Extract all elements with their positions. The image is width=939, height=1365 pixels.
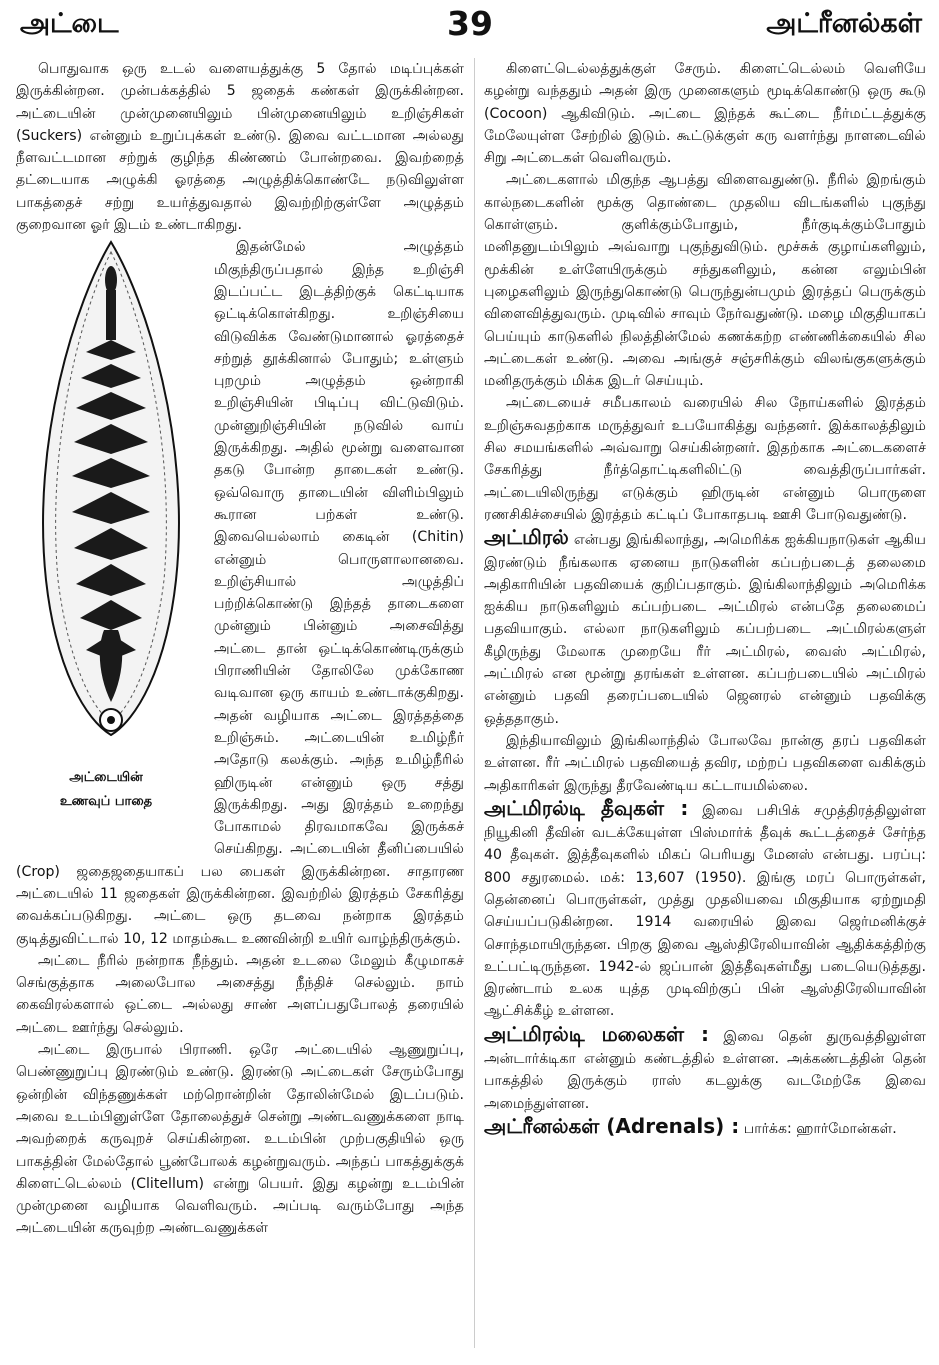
entry-title-admiral: அட்மிரல் [484,525,569,550]
right-column [484,58,926,1140]
entry-admiralty-mountains [484,1023,926,1115]
page-header [14,4,926,50]
entry-title-adrenals: அட்ரீனல்கள் (Adrenals) : [484,1113,740,1138]
left-para-2: இதன்மேல் அழுத்தம் மிகுந்திருப்பதால் இந்த உறிஞ்சி இடப்பட்ட இடத்திற்குக் கெட்டியாக ஒட்டிக்கொள்கிறது. உறிஞ்சியை விடுவிக்க வேண்டுமானால் ஓரத்தைச் சற்றுத் தூக்கினால் போதும்; உள்ளும் புறமும் அழுத்தம் ஒன்றாகி உறிஞ்சியின் பிடிப்பு விட்டுவிடும். முன்னுறிஞ்சியின் நடுவில் வாய் இருக்கிறது. அதில் மூன்று வளைவான தகடு போன்ற தாடைகள் உண்டு. ஒவ்வொரு தாடையின் விளிம்பிலும் கூரான பற்கள் உண்டு. இவையெல்லாம் கைடின் (Chitin) என்னும் பொருளாலானவை. உறிஞ்சியால் அழுத்திப் பற்றிக்கொண்டு இந்தத் தாடைகளை முன்னும் பின்னும் அசைவித்து அட்டை தான் ஒட்டிக்கொண்டிருக்கும் பிராணியின் தோலிலே முக்கோண வடிவான ஒரு காயம் உண்டாக்குகிறது. அதன் வழியாக அட்டை இரத்தத்தை உறிஞ்சும். அட்டையின் உமிழ்நீர் அதோடு கலக்கும். அந்த உமிழ்நீரில் ஹிருடின் என்னும் ஒரு சத்து இருக்கிறது. அது இரத்தம் உறைந்து போகாமல் திரவமாகவே இருக்கச் செய்கிறது. அட்டையின் தீனிப்பையில் (Crop) ஜதைஜதையாகப் பல பைகள் இருக்கின்றன. சாதாரண அட்டையில் 11 ஜதைகள் இருக்கின்றன. இவற்றில் இரத்தம் சேகரித்து வைக்கப்படுகிறது. அட்டை ஒரு தடவை நன்றாக இரத்தம் குடித்துவிட்டால் 10, 12 மாதம்கூட உணவின்றி உயிர் வாழ்ந்திருக்கும். [16,239,464,947]
leech-illustration [26,240,196,760]
entry-admiralty-mountains-text: இவை தென் துருவத்திலுள்ள அன்டார்க்டிகா என்னும் கண்டத்தில் உள்ளன. அக்கண்டத்தின் தென் பாகத்தில் இருக்கும் ராஸ் கடலுக்கு வடமேற்கே இவை அமைந்துள்ளன. [484,1028,926,1112]
entry-title-admiralty-mountains: அட்மிரல்டி மலைகள் : [484,1021,709,1046]
right-para-3: அட்டையைச் சமீபகாலம் வரையில் சில நோய்களில் இரத்தம் உறிஞ்சுவதற்காக மருத்துவர் உபயோகித்து வந்தனர். இக்காலத்திலும் சில சமயங்களில் அவ்வாறு செய்கின்றனர். இதற்காக அட்டைகளைச் சேகரித்து நீர்த்தொட்டிகளிலிட்டு வைத்திருப்பார்கள். அட்டையிலிருந்து எடுக்கும் ஹிருடின் என்னும் பொருளை ரணசிகிச்சையில் இரத்தம் கட்டிப் போகாதபடி ஊசி போடுவதுண்டு. [484,395,926,523]
left-para-3: அட்டை நீரில் நன்றாக நீந்தும். அதன் உடலை மேலும் கீழுமாகச் செங்குத்தாக அலைபோல அசைத்து நீந்திச் செல்லும். நாம் கைவிரல்களால் ஒட்டை அல்லது சாண் அளப்பதுபோலத் தரையில் அட்டை ஊர்ந்து செல்லும். [16,952,464,1036]
left-para-1: பொதுவாக ஒரு உடல் வளையத்துக்கு 5 தோல் மடிப்புக்கள் இருக்கின்றன. முன்பக்கத்தில் 5 ஜதைக் கண்கள் இருக்கின்றன. அட்டையின் முன்முனையிலும் பின்முனையிலும் உறிஞ்சிகள் (Suckers) என்னும் உறுப்புக்கள் உண்டு. இவை வட்டமான அல்லது நீளவட்டமான சற்றுக் குழிந்த கிண்ணம் போன்றவை. இவற்றைத் தட்டையாக அழுக்கி ஓரத்தை அழுத்திக்கொண்டே நடுவிலுள்ள பாகத்தைச் சற்று உயர்த்துவதால் இவற்றிற்குள்ளே அழுத்தம் குறைவான ஓர் இடம் உண்டாகிறது. [16,61,464,234]
right-para-1: கிளைட்டெல்லத்துக்குள் சேரும். கிளைட்டெல்லம் வெளியே கழன்று வந்ததும் அதன் இரு முனைகளும் மூடிக்கொண்டு ஒரு கூடு (Cocoon) ஆகிவிடும். அட்டை இந்தக் கூட்டை நீர்மட்டத்துக்கு மேலேயுள்ள சேற்றில் இடும். கூட்டுக்குள் கரு வளர்ந்து நாளடைவில் சிறு அட்டைகள் வெளிவரும். [484,61,926,167]
running-head-left: அட்டை [20,8,119,39]
entry-admiralty-islands [484,797,926,1023]
entry-admiral [484,526,926,730]
left-para-4: அட்டை இருபால் பிராணி. ஒரே அட்டையில் ஆணுறுப்பு, பெண்ணுறுப்பு இரண்டும் உண்டு. இரண்டு அட்டைகள் சேரும்போது ஒன்றின் விந்தணுக்கள் மற்றொன்றின் தோலின்மேல் இடப்படும். அவை உடம்பினுள்ளே தோலைத்துச் சென்று அண்டவணுக்களை நாடி அவற்றைக் கருவுறச் செய்கின்றன. உடம்பின் முற்பகுதியில் ஒரு பாகத்தின் மேல்தோல் பூண்போலக் கழன்றுவரும். அந்தப் பாகத்துக்குக் கிளைட்டெல்லம் (Clitellum) என்று பெயர். இது கழன்று உடம்பின் முன்முனை வழியாக வெளிவரும். அப்படி வரும்போது அந்த அட்டையின் கருவுற்ற அண்டவணுக்கள் [16,1042,464,1237]
entry-admiral-para-2: இந்தியாவிலும் இங்கிலாந்தில் போலவே நான்கு தரப் பதவிகள் உள்ளன. ரீர் அட்மிரல் பதவியைத் தவிர, மற்றப் பதவிகளை வகிக்கும் அதிகாரிகள் இருந்து தீரவேண்டிய கட்டாயமில்லை. [484,732,926,794]
right-para-2: அட்டைகளால் மிகுந்த ஆபத்து விளைவதுண்டு. நீரில் இறங்கும் கால்நடைகளின் மூக்கு தொண்டை முதலிய விடங்களில் புகுந்து கொள்ளும். குளிக்கும்போதும், நீர்குடிக்கும்போதும் மனிதனுடம்பிலும் அவ்வாறு புகுந்துவிடும். மூச்சுக் குழாய்களிலும், மூக்கின் உள்ளேயிருக்கும் சந்துகளிலும், கன்ன எலும்பின் புழைகளிலும் இருந்துகொண்டு பெருந்துன்பமும் இரத்தப் பெருக்கும் விளைவித்துவரும். முடிவில் சாவும் நேர்வதுண்டு. மழை மிகுதியாகப் பெய்யும் காடுகளில் நிலத்தின்மேல் கணக்கற்ற எண்ணிக்கையில் சில அட்டைகள் உண்டு. அவை அங்குச் சஞ்சரிக்கும் விலங்குகளுக்கும் மனிதருக்கும் மிக்க இடர் செய்யும். [484,172,926,390]
left-column [16,58,464,1240]
entry-title-admiralty-islands: அட்மிரல்டி தீவுகள் : [484,795,689,820]
figure-caption-line-1: அட்டையின் [69,770,143,786]
column-divider [474,58,475,1348]
entry-admiralty-islands-text: இவை பசிபிக் சமுத்திரத்திலுள்ள நியூகினி தீவின் வடக்கேயுள்ள பிஸ்மார்க் தீவுக் கூட்டத்தைச் சேர்ந்த 40 தீவுகள். இத்தீவுகளில் மிகப் பெரியது மேனஸ் என்பது. பரப்பு: 800 சதுரமைல். மக்: 13,607 (1950). இங்கு மரப் பொருள்கள், தென்னைப் பொருள்கள், முத்து முதலியவை மிகுதியாக ஏற்றுமதி செய்யப்படுகின்றன. 1914 வரையில் இவை ஜெர்மனிக்குச் சொந்தமாயிருந்தன. பிறகு இவை ஆஸ்திரேலியாவின் ஆதிக்கத்திற்கு உட்பட்டிருந்தன. 1942-ல் ஜப்பான் இத்தீவுகள்மீது படையெடுத்தது. இரண்டாம் உலக யுத்த முடிவிற்குப் பின் ஆஸ்திரேலியாவின் ஆட்சிக்கீழ் உள்ளன. [484,802,926,1020]
entry-adrenals-text: பார்க்க: ஹார்மோன்கள். [743,1120,897,1137]
running-head-right: அட்ரீனல்கள் [766,8,922,39]
entry-adrenals [484,1115,926,1140]
page-number: 39 [447,4,493,43]
leech-digestive-tract-figure [16,240,206,850]
figure-caption-line-2: உணவுப் பாதை [59,794,153,810]
entry-admiral-text: என்பது இங்கிலாந்து, அமெரிக்க ஐக்கியநாடுகள் ஆகிய இரண்டும் நீங்கலாக ஏனைய நாடுகளின் கப்பற்படைத் தலைமை அதிகாரியின் பதவியைக் குறிப்பதாகும். இங்கிலாந்திலும் அமெரிக்க ஐக்கிய நாடுகளிலும் கப்பற்படை அட்மிரல் என்பதே தலைமைப் பதவியாகும். எல்லா நாடுகளிலும் கப்பற்படை அட்மிரல்களுள் கீழிருந்து மேலாக முறையே ரீர் அட்மிரல், வைஸ் அட்மிரல், அட்மிரல் என மூன்று தரங்கள் உள்ளன. கப்பற்படையில் அட்மிரல் என்னும் பதவி தரைப்படையில் ஜெனரல் என்னும் பதவிக்கு ஒத்ததாகும். [484,532,927,727]
